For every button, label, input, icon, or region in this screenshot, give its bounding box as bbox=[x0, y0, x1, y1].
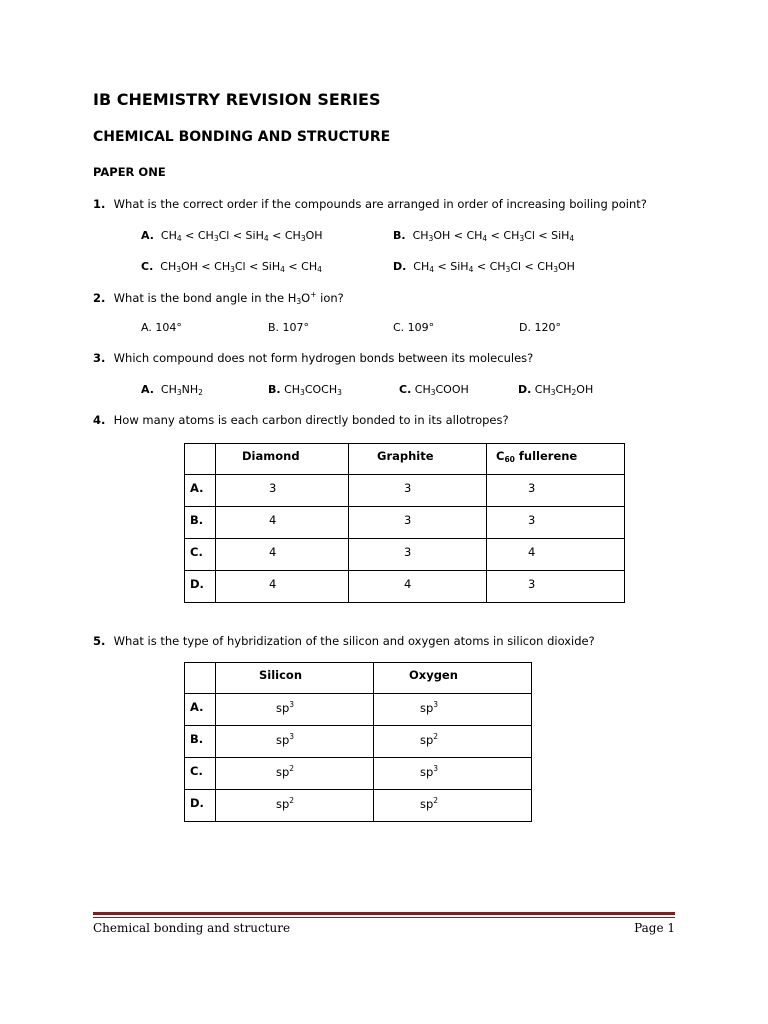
document-title: IB CHEMISTRY REVISION SERIES bbox=[93, 90, 381, 109]
table-header-row bbox=[185, 663, 532, 694]
q1-option-c: C. $CH_3OH < CH_3Cl < SiH_4 < CH_4$ bbox=[141, 260, 322, 274]
q2-option-a: A. 104° bbox=[141, 321, 182, 334]
question-1 bbox=[93, 197, 647, 211]
section-heading: PAPER ONE bbox=[93, 165, 166, 179]
question-number: 5. bbox=[93, 634, 106, 648]
footer-divider-thin bbox=[93, 917, 675, 918]
question-number: 2. bbox=[93, 291, 106, 305]
document-subtitle: CHEMICAL BONDING AND STRUCTURE bbox=[93, 129, 391, 145]
q2-option-d: D. 120° bbox=[519, 321, 561, 334]
question-3 bbox=[93, 351, 533, 365]
column-header: Silicon bbox=[216, 663, 374, 694]
question-4 bbox=[93, 413, 509, 427]
q1-option-b: B. $CH_3OH < CH_4 < CH_3Cl < SiH_4$ bbox=[393, 229, 575, 243]
table-row: B. 4 3 3 bbox=[185, 507, 625, 539]
question-text: What is the correct order if the compounds are arranged in order of increasing boiling point? bbox=[113, 197, 647, 211]
question-number: 1. bbox=[93, 197, 106, 211]
question-5 bbox=[93, 634, 595, 648]
table-header-row bbox=[185, 444, 625, 475]
question-number: 3. bbox=[93, 351, 106, 365]
q2-option-c: C. 109° bbox=[393, 321, 435, 334]
table-row: C. 4 3 4 bbox=[185, 539, 625, 571]
footer-divider bbox=[93, 912, 675, 915]
question-text: Which compound does not form hydrogen bonds between its molecules? bbox=[113, 351, 534, 365]
hybridization-table bbox=[184, 662, 532, 822]
table-row: C. $sp^2$ $sp^3$ bbox=[185, 758, 532, 790]
table-row: D. 4 4 3 bbox=[185, 571, 625, 603]
q1-option-d: D. $CH_4 < SiH_4 < CH_3Cl < CH_3OH$ bbox=[393, 260, 575, 274]
page-number: Page 1 bbox=[634, 921, 675, 935]
allotropes-table bbox=[184, 443, 625, 603]
column-header: Oxygen bbox=[374, 663, 532, 694]
q3-option-b: B. $CH_3COCH_3$ bbox=[268, 383, 342, 397]
question-2: 2. What is the bond angle in the $H_3O^+$ ion? bbox=[93, 290, 344, 306]
column-header: Graphite bbox=[349, 444, 487, 475]
table-row: B. $sp^3$ $sp^2$ bbox=[185, 726, 532, 758]
table-row: A. $sp^3$ $sp^3$ bbox=[185, 694, 532, 726]
q3-option-d: D. $CH_3CH_2OH$ bbox=[518, 383, 594, 397]
table-row: D. $sp^2$ $sp^2$ bbox=[185, 790, 532, 822]
column-header: $C_{60}$ fullerene bbox=[487, 444, 625, 475]
question-text: How many atoms is each carbon directly bonded to in its allotropes? bbox=[113, 413, 509, 427]
column-header: Diamond bbox=[216, 444, 349, 475]
footer-title: Chemical bonding and structure bbox=[93, 921, 291, 935]
question-number: 4. bbox=[93, 413, 106, 427]
q2-option-b: B. 107° bbox=[268, 321, 310, 334]
question-text: What is the type of hybridization of the silicon and oxygen atoms in silicon dioxide? bbox=[113, 634, 595, 648]
q3-option-c: C. $CH_3COOH$ bbox=[399, 383, 469, 397]
q3-option-a: A. $CH_3NH_2$ bbox=[141, 383, 203, 397]
q1-option-a: A. $CH_4 < CH_3Cl < SiH_4 < CH_3OH$ bbox=[141, 229, 323, 243]
table-row: A. 3 3 3 bbox=[185, 475, 625, 507]
